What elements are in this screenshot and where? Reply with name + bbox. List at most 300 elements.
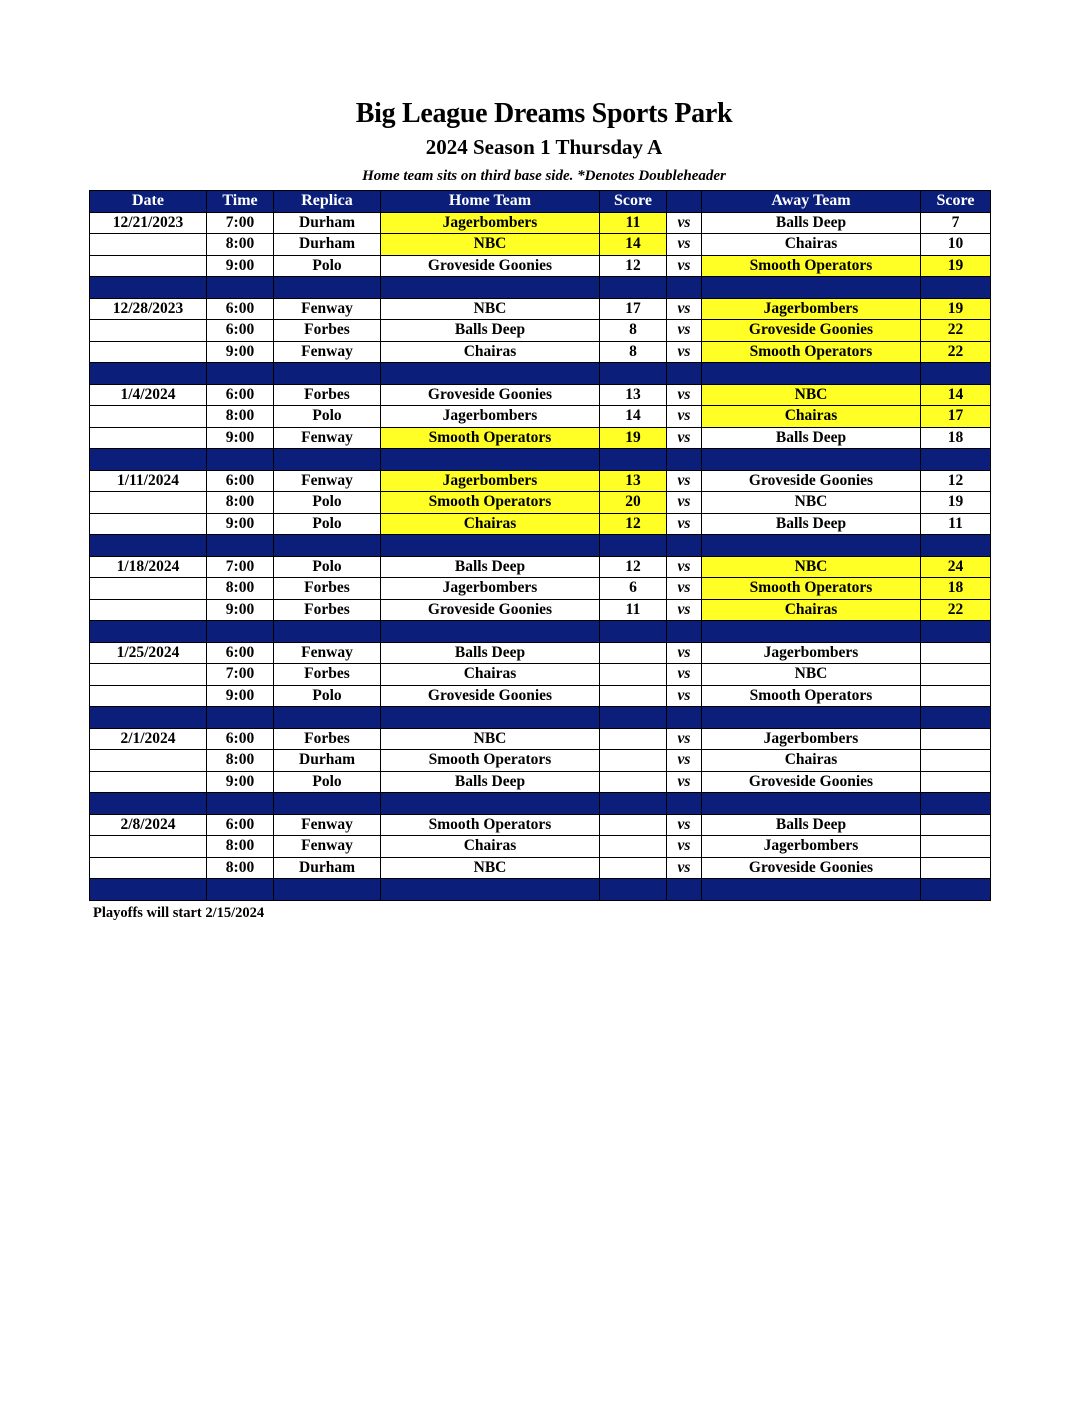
separator-cell xyxy=(274,707,381,729)
separator-cell xyxy=(702,879,921,901)
col-home-team-header: Home Team xyxy=(381,191,600,213)
separator-cell xyxy=(381,535,600,557)
separator-cell xyxy=(381,363,600,385)
home-team: Balls Deep xyxy=(381,556,600,578)
game-time: 8:00 xyxy=(207,234,274,256)
game-time: 6:00 xyxy=(207,298,274,320)
game-row xyxy=(90,513,991,535)
game-field: Forbes xyxy=(274,320,381,342)
separator-cell xyxy=(600,535,667,557)
game-date: 2/8/2024 xyxy=(90,814,207,836)
game-date xyxy=(90,750,207,772)
game-row xyxy=(90,728,991,750)
separator-cell xyxy=(207,707,274,729)
separator-cell xyxy=(667,363,702,385)
game-time: 6:00 xyxy=(207,320,274,342)
separator-cell xyxy=(381,277,600,299)
game-time: 8:00 xyxy=(207,836,274,858)
col-away-team-header: Away Team xyxy=(702,191,921,213)
page-title: Big League Dreams Sports Park xyxy=(355,98,733,129)
home-score xyxy=(600,685,667,707)
game-date xyxy=(90,836,207,858)
game-field: Fenway xyxy=(274,427,381,449)
game-time: 9:00 xyxy=(207,341,274,363)
game-row xyxy=(90,814,991,836)
home-team: Balls Deep xyxy=(381,771,600,793)
home-score xyxy=(600,857,667,879)
separator-cell xyxy=(921,363,991,385)
home-team: NBC xyxy=(381,298,600,320)
separator-cell xyxy=(274,277,381,299)
game-time: 9:00 xyxy=(207,771,274,793)
home-score: 11 xyxy=(600,599,667,621)
away-team: Smooth Operators xyxy=(702,578,921,600)
season-subtitle: 2024 Season 1 Thursday A xyxy=(425,135,663,159)
game-time: 9:00 xyxy=(207,513,274,535)
vs-label: vs xyxy=(667,427,702,449)
game-time: 9:00 xyxy=(207,599,274,621)
home-score: 13 xyxy=(600,470,667,492)
separator-cell xyxy=(381,621,600,643)
separator-cell xyxy=(702,277,921,299)
separator-cell xyxy=(921,793,991,815)
away-score xyxy=(921,857,991,879)
game-row xyxy=(90,298,991,320)
vs-label: vs xyxy=(667,664,702,686)
game-field: Durham xyxy=(274,234,381,256)
separator-cell xyxy=(90,277,207,299)
separator-cell xyxy=(600,449,667,471)
week-separator-row xyxy=(90,793,991,815)
away-team: Jagerbombers xyxy=(702,728,921,750)
home-team: Chairas xyxy=(381,341,600,363)
game-date xyxy=(90,234,207,256)
game-date: 12/21/2023 xyxy=(90,212,207,234)
vs-label: vs xyxy=(667,513,702,535)
away-team: Balls Deep xyxy=(702,513,921,535)
week-separator-row xyxy=(90,535,991,557)
game-field: Forbes xyxy=(274,384,381,406)
week-separator-row xyxy=(90,621,991,643)
game-time: 8:00 xyxy=(207,750,274,772)
game-date: 12/28/2023 xyxy=(90,298,207,320)
home-team: Jagerbombers xyxy=(381,406,600,428)
away-score: 17 xyxy=(921,406,991,428)
home-score: 6 xyxy=(600,578,667,600)
home-team: Jagerbombers xyxy=(381,470,600,492)
schedule-body xyxy=(90,212,991,900)
separator-cell xyxy=(90,879,207,901)
vs-label: vs xyxy=(667,320,702,342)
home-team: Jagerbombers xyxy=(381,212,600,234)
game-row xyxy=(90,470,991,492)
home-score xyxy=(600,728,667,750)
separator-cell xyxy=(921,535,991,557)
home-score xyxy=(600,771,667,793)
week-separator-row xyxy=(90,879,991,901)
home-score: 20 xyxy=(600,492,667,514)
game-field: Polo xyxy=(274,406,381,428)
separator-cell xyxy=(921,707,991,729)
game-row xyxy=(90,685,991,707)
separator-cell xyxy=(667,449,702,471)
home-team: Smooth Operators xyxy=(381,427,600,449)
game-date: 1/4/2024 xyxy=(90,384,207,406)
home-score xyxy=(600,814,667,836)
separator-cell xyxy=(207,449,274,471)
away-team: NBC xyxy=(702,556,921,578)
home-score: 13 xyxy=(600,384,667,406)
col-replica-header: Replica xyxy=(274,191,381,213)
separator-cell xyxy=(667,879,702,901)
game-field: Polo xyxy=(274,771,381,793)
game-row xyxy=(90,599,991,621)
game-time: 8:00 xyxy=(207,857,274,879)
home-team: Smooth Operators xyxy=(381,750,600,772)
home-team: Smooth Operators xyxy=(381,492,600,514)
away-score xyxy=(921,728,991,750)
game-date xyxy=(90,427,207,449)
away-team: Balls Deep xyxy=(702,814,921,836)
game-field: Fenway xyxy=(274,642,381,664)
vs-label: vs xyxy=(667,406,702,428)
game-time: 8:00 xyxy=(207,578,274,600)
game-row xyxy=(90,341,991,363)
away-team: Groveside Goonies xyxy=(702,470,921,492)
game-field: Polo xyxy=(274,513,381,535)
away-score xyxy=(921,664,991,686)
vs-label: vs xyxy=(667,341,702,363)
game-row xyxy=(90,234,991,256)
vs-label: vs xyxy=(667,556,702,578)
away-score: 14 xyxy=(921,384,991,406)
home-score: 12 xyxy=(600,513,667,535)
game-row xyxy=(90,212,991,234)
away-score: 22 xyxy=(921,341,991,363)
away-team: Smooth Operators xyxy=(702,685,921,707)
vs-label: vs xyxy=(667,857,702,879)
game-row xyxy=(90,384,991,406)
home-team: Balls Deep xyxy=(381,642,600,664)
separator-cell xyxy=(381,879,600,901)
vs-label: vs xyxy=(667,234,702,256)
game-date xyxy=(90,320,207,342)
away-score: 24 xyxy=(921,556,991,578)
game-time: 6:00 xyxy=(207,728,274,750)
game-time: 7:00 xyxy=(207,556,274,578)
home-score: 12 xyxy=(600,556,667,578)
away-score: 10 xyxy=(921,234,991,256)
separator-cell xyxy=(381,793,600,815)
game-field: Forbes xyxy=(274,578,381,600)
home-team: Jagerbombers xyxy=(381,578,600,600)
separator-cell xyxy=(600,793,667,815)
away-team: Jagerbombers xyxy=(702,836,921,858)
game-time: 7:00 xyxy=(207,212,274,234)
separator-cell xyxy=(921,449,991,471)
game-date xyxy=(90,255,207,277)
home-score: 12 xyxy=(600,255,667,277)
game-date xyxy=(90,685,207,707)
separator-cell xyxy=(274,363,381,385)
away-score: 11 xyxy=(921,513,991,535)
game-field: Polo xyxy=(274,492,381,514)
header-row xyxy=(90,191,991,213)
game-time: 6:00 xyxy=(207,814,274,836)
vs-label: vs xyxy=(667,384,702,406)
home-team: NBC xyxy=(381,234,600,256)
col-vs-header xyxy=(667,191,702,213)
separator-cell xyxy=(207,277,274,299)
playoffs-note: Playoffs will start 2/15/2024 xyxy=(93,905,265,921)
separator-cell xyxy=(207,363,274,385)
away-team: NBC xyxy=(702,664,921,686)
game-field: Fenway xyxy=(274,836,381,858)
vs-label: vs xyxy=(667,814,702,836)
home-score xyxy=(600,750,667,772)
game-row xyxy=(90,255,991,277)
separator-cell xyxy=(600,707,667,729)
game-date: 1/25/2024 xyxy=(90,642,207,664)
week-separator-row xyxy=(90,363,991,385)
game-time: 9:00 xyxy=(207,427,274,449)
separator-cell xyxy=(667,621,702,643)
away-score: 22 xyxy=(921,320,991,342)
separator-cell xyxy=(600,363,667,385)
game-field: Fenway xyxy=(274,470,381,492)
game-date: 1/18/2024 xyxy=(90,556,207,578)
game-field: Fenway xyxy=(274,814,381,836)
doubleheader-note: Home team sits on third base side. *Denotes Doubleheader xyxy=(362,168,726,184)
game-field: Durham xyxy=(274,750,381,772)
game-row xyxy=(90,492,991,514)
away-team: Groveside Goonies xyxy=(702,857,921,879)
separator-cell xyxy=(207,621,274,643)
separator-cell xyxy=(90,449,207,471)
away-team: Groveside Goonies xyxy=(702,771,921,793)
vs-label: vs xyxy=(667,470,702,492)
game-field: Polo xyxy=(274,685,381,707)
game-field: Polo xyxy=(274,255,381,277)
game-time: 8:00 xyxy=(207,406,274,428)
away-score: 19 xyxy=(921,298,991,320)
vs-label: vs xyxy=(667,578,702,600)
game-row xyxy=(90,642,991,664)
home-score xyxy=(600,664,667,686)
home-score: 8 xyxy=(600,341,667,363)
separator-cell xyxy=(207,793,274,815)
separator-cell xyxy=(274,621,381,643)
game-time: 6:00 xyxy=(207,642,274,664)
game-row xyxy=(90,750,991,772)
separator-cell xyxy=(90,535,207,557)
away-score xyxy=(921,814,991,836)
game-row xyxy=(90,664,991,686)
separator-cell xyxy=(381,707,600,729)
game-field: Polo xyxy=(274,556,381,578)
game-row xyxy=(90,320,991,342)
separator-cell xyxy=(921,879,991,901)
week-separator-row xyxy=(90,449,991,471)
game-date xyxy=(90,513,207,535)
away-team: Chairas xyxy=(702,234,921,256)
away-score xyxy=(921,685,991,707)
week-separator-row xyxy=(90,707,991,729)
game-field: Durham xyxy=(274,212,381,234)
away-score xyxy=(921,836,991,858)
game-time: 6:00 xyxy=(207,384,274,406)
week-separator-row xyxy=(90,277,991,299)
game-date: 1/11/2024 xyxy=(90,470,207,492)
schedule-table xyxy=(89,190,991,901)
away-team: Balls Deep xyxy=(702,427,921,449)
home-team: Smooth Operators xyxy=(381,814,600,836)
home-team: Groveside Goonies xyxy=(381,599,600,621)
home-score: 19 xyxy=(600,427,667,449)
home-team: Chairas xyxy=(381,836,600,858)
game-row xyxy=(90,427,991,449)
separator-cell xyxy=(207,535,274,557)
game-row xyxy=(90,556,991,578)
away-score: 19 xyxy=(921,492,991,514)
home-team: Groveside Goonies xyxy=(381,384,600,406)
away-score xyxy=(921,642,991,664)
away-team: Chairas xyxy=(702,406,921,428)
separator-cell xyxy=(702,449,921,471)
game-field: Durham xyxy=(274,857,381,879)
vs-label: vs xyxy=(667,255,702,277)
home-score xyxy=(600,642,667,664)
away-score: 7 xyxy=(921,212,991,234)
separator-cell xyxy=(667,793,702,815)
game-time: 9:00 xyxy=(207,685,274,707)
col-date-header: Date xyxy=(90,191,207,213)
away-team: Jagerbombers xyxy=(702,642,921,664)
away-score xyxy=(921,750,991,772)
away-score: 18 xyxy=(921,427,991,449)
game-date xyxy=(90,406,207,428)
vs-label: vs xyxy=(667,771,702,793)
vs-label: vs xyxy=(667,836,702,858)
separator-cell xyxy=(921,621,991,643)
game-date xyxy=(90,599,207,621)
away-team: Balls Deep xyxy=(702,212,921,234)
away-score: 22 xyxy=(921,599,991,621)
away-score: 19 xyxy=(921,255,991,277)
game-field: Forbes xyxy=(274,664,381,686)
game-time: 9:00 xyxy=(207,255,274,277)
vs-label: vs xyxy=(667,685,702,707)
home-score: 14 xyxy=(600,234,667,256)
separator-cell xyxy=(600,277,667,299)
game-date xyxy=(90,664,207,686)
game-row xyxy=(90,836,991,858)
separator-cell xyxy=(702,707,921,729)
separator-cell xyxy=(921,277,991,299)
vs-label: vs xyxy=(667,599,702,621)
vs-label: vs xyxy=(667,212,702,234)
separator-cell xyxy=(90,707,207,729)
game-date xyxy=(90,578,207,600)
away-team: NBC xyxy=(702,492,921,514)
game-field: Fenway xyxy=(274,341,381,363)
home-score: 14 xyxy=(600,406,667,428)
away-score: 18 xyxy=(921,578,991,600)
separator-cell xyxy=(600,621,667,643)
separator-cell xyxy=(274,793,381,815)
vs-label: vs xyxy=(667,642,702,664)
home-score: 11 xyxy=(600,212,667,234)
game-time: 8:00 xyxy=(207,492,274,514)
separator-cell xyxy=(667,535,702,557)
home-team: Groveside Goonies xyxy=(381,685,600,707)
col-away-score-header: Score xyxy=(921,191,991,213)
separator-cell xyxy=(381,449,600,471)
game-row xyxy=(90,578,991,600)
vs-label: vs xyxy=(667,750,702,772)
game-field: Forbes xyxy=(274,599,381,621)
separator-cell xyxy=(274,535,381,557)
separator-cell xyxy=(702,535,921,557)
game-row xyxy=(90,771,991,793)
game-row xyxy=(90,857,991,879)
home-team: Chairas xyxy=(381,513,600,535)
col-home-score-header: Score xyxy=(600,191,667,213)
separator-cell xyxy=(274,449,381,471)
separator-cell xyxy=(667,277,702,299)
away-team: Jagerbombers xyxy=(702,298,921,320)
away-score: 12 xyxy=(921,470,991,492)
separator-cell xyxy=(702,793,921,815)
home-team: NBC xyxy=(381,728,600,750)
away-team: Smooth Operators xyxy=(702,255,921,277)
home-team: Chairas xyxy=(381,664,600,686)
separator-cell xyxy=(600,879,667,901)
vs-label: vs xyxy=(667,728,702,750)
game-date: 2/1/2024 xyxy=(90,728,207,750)
home-team: Balls Deep xyxy=(381,320,600,342)
separator-cell xyxy=(667,707,702,729)
away-team: Smooth Operators xyxy=(702,341,921,363)
game-date xyxy=(90,341,207,363)
game-row xyxy=(90,406,991,428)
vs-label: vs xyxy=(667,492,702,514)
separator-cell xyxy=(702,621,921,643)
separator-cell xyxy=(90,621,207,643)
away-team: NBC xyxy=(702,384,921,406)
separator-cell xyxy=(274,879,381,901)
separator-cell xyxy=(702,363,921,385)
away-team: Chairas xyxy=(702,750,921,772)
col-time-header: Time xyxy=(207,191,274,213)
home-team: Groveside Goonies xyxy=(381,255,600,277)
home-score: 17 xyxy=(600,298,667,320)
away-score xyxy=(921,771,991,793)
game-date xyxy=(90,771,207,793)
separator-cell xyxy=(207,879,274,901)
home-score: 8 xyxy=(600,320,667,342)
separator-cell xyxy=(90,363,207,385)
game-date xyxy=(90,857,207,879)
home-score xyxy=(600,836,667,858)
home-team: NBC xyxy=(381,857,600,879)
game-date xyxy=(90,492,207,514)
game-time: 7:00 xyxy=(207,664,274,686)
away-team: Chairas xyxy=(702,599,921,621)
away-team: Groveside Goonies xyxy=(702,320,921,342)
game-field: Forbes xyxy=(274,728,381,750)
game-time: 6:00 xyxy=(207,470,274,492)
